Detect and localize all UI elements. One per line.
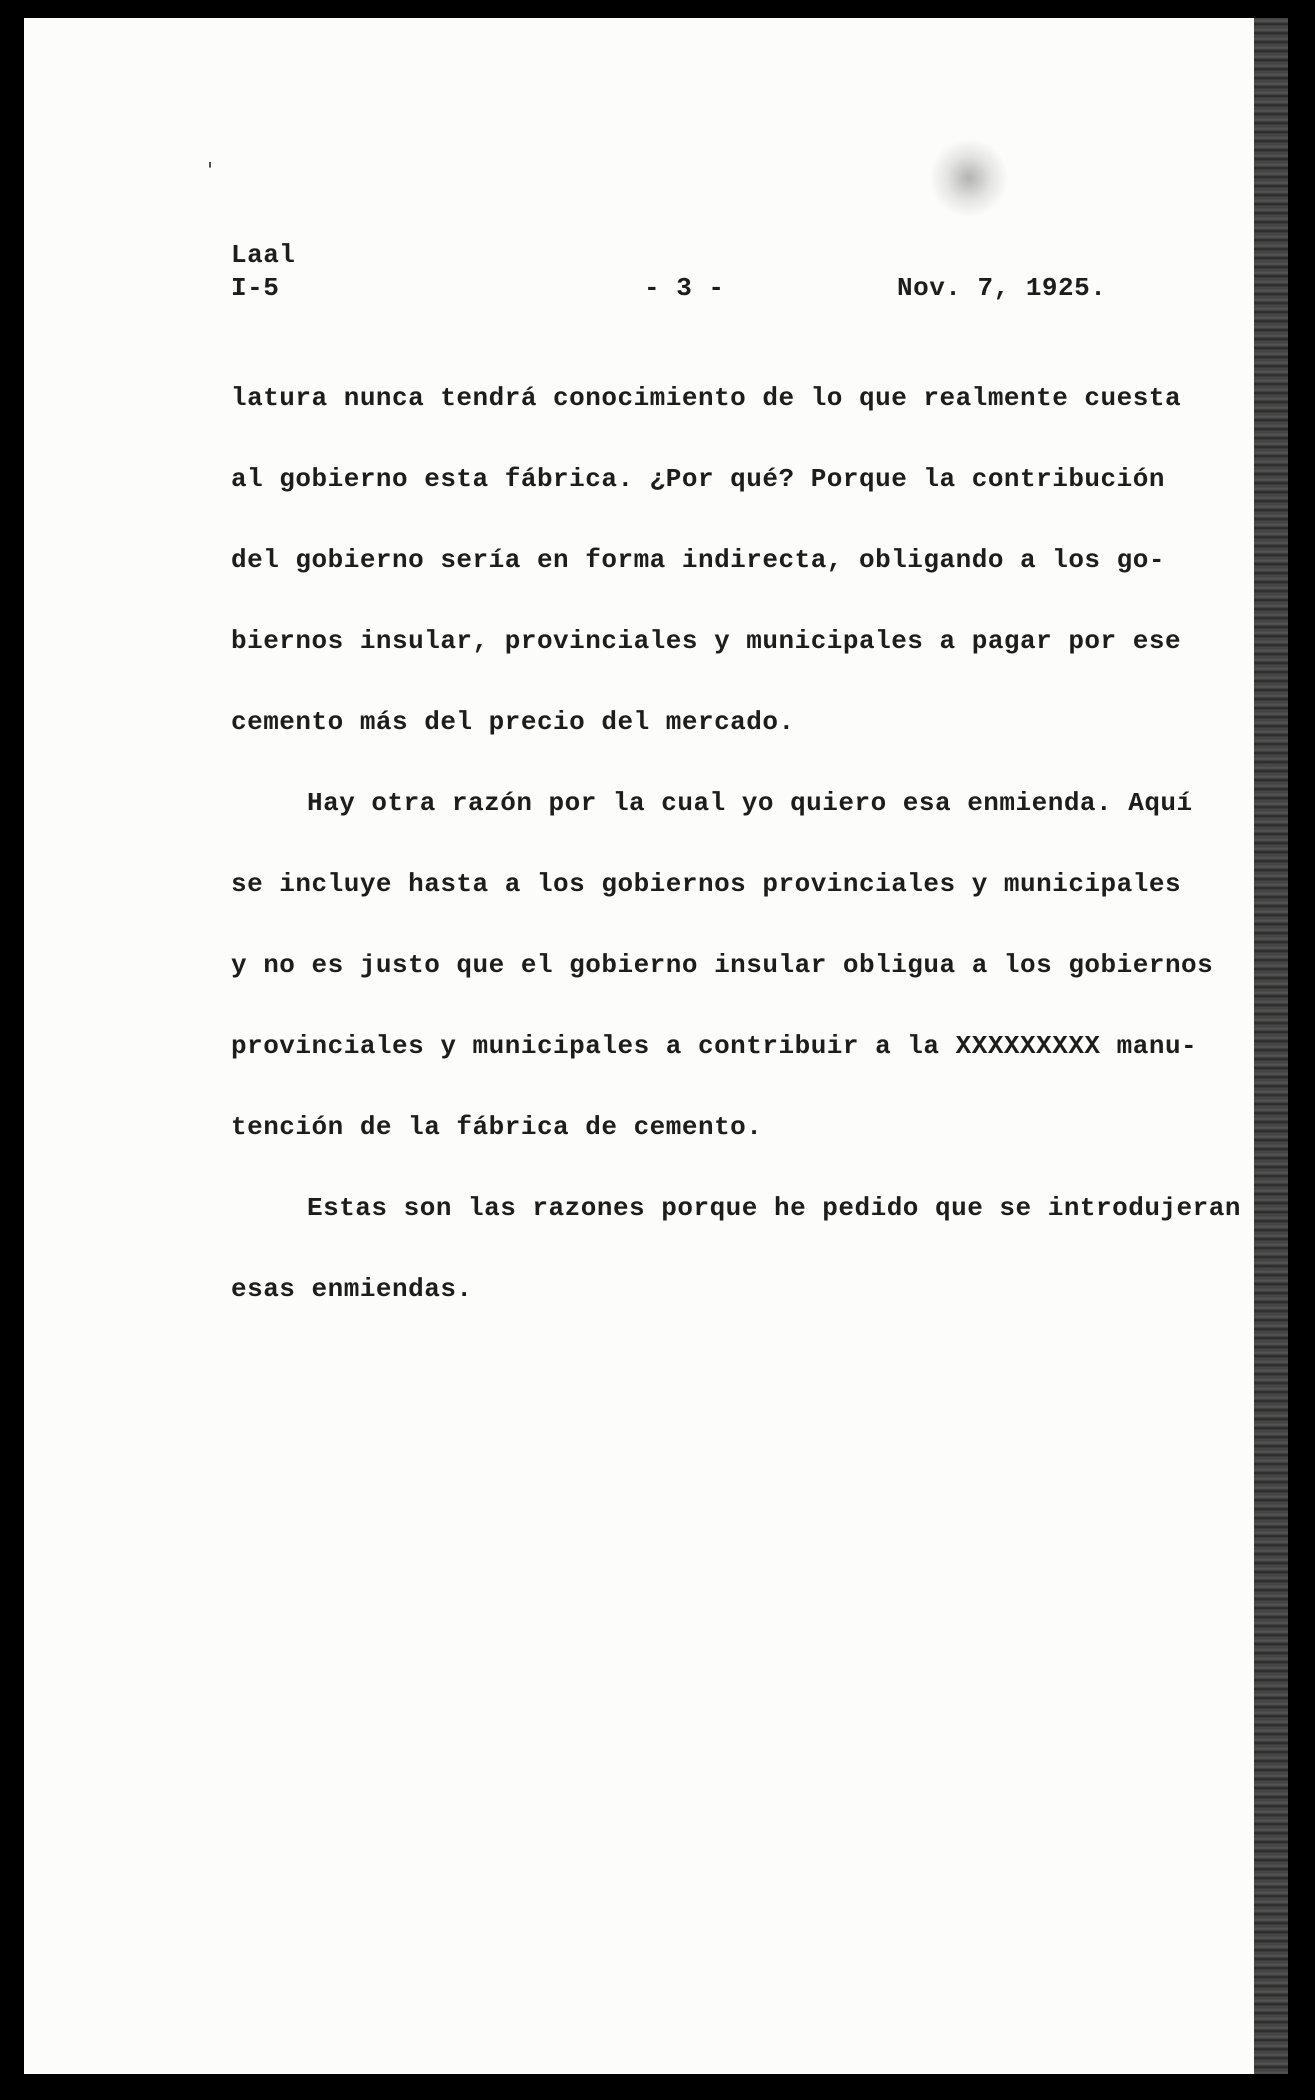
document-page	[24, 18, 1288, 2074]
scan-edge	[1254, 18, 1288, 2074]
body-line-8: y no es justo que el gobierno insular obligua a los gobiernos	[231, 950, 1214, 980]
body-line-12: esas enmiendas.	[231, 1274, 473, 1304]
header-code-line1: Laal	[231, 240, 296, 270]
body-line-2: al gobierno esta fábrica. ¿Por qué? Porque la contribución	[231, 464, 1165, 494]
ink-smudge	[929, 138, 1009, 218]
body-line-9: provinciales y municipales a contribuir a la XXXXXXXXX manu-	[231, 1031, 1198, 1061]
page-paper	[24, 18, 1254, 2074]
body-line-4: biernos insular, provinciales y municipales a pagar por ese	[231, 626, 1182, 656]
header-code-line2: I-5	[231, 273, 280, 303]
body-line-7: se incluye hasta a los gobiernos provinciales y municipales	[231, 869, 1182, 899]
body-line-5: cemento más del precio del mercado.	[231, 707, 795, 737]
document-date: Nov. 7, 1925.	[897, 273, 1107, 303]
page-number: - 3 -	[644, 273, 725, 303]
body-line-3: del gobierno sería en forma indirecta, obligando a los go-	[231, 545, 1165, 575]
stray-mark: '	[204, 158, 217, 182]
body-line-6: Hay otra razón por la cual yo quiero esa enmienda. Aquí	[307, 788, 1193, 818]
body-line-10: tención de la fábrica de cemento.	[231, 1112, 763, 1142]
body-line-11: Estas son las razones porque he pedido que se introdujeran	[307, 1193, 1241, 1223]
body-line-1: latura nunca tendrá conocimiento de lo que realmente cuesta	[231, 383, 1182, 413]
